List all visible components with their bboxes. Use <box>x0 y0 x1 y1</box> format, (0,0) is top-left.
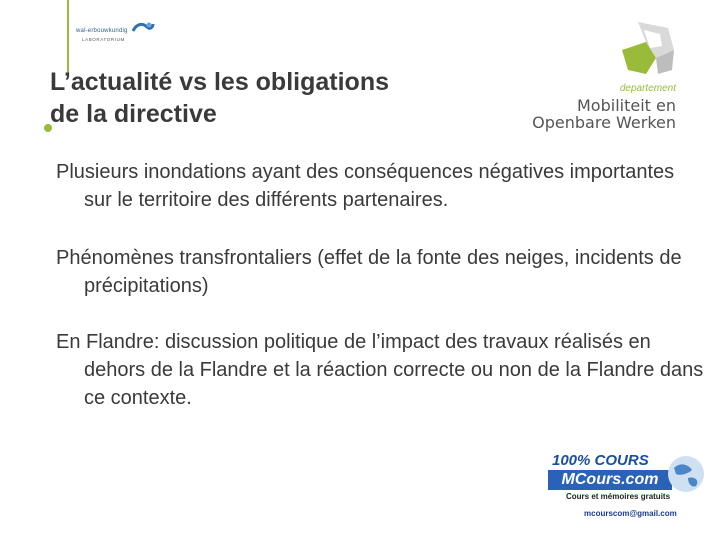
department-emblem-icon <box>616 20 678 76</box>
laboratory-logo <box>76 18 166 48</box>
bullet-item: Plusieurs inondations ayant des conséquences négatives importantes sur le territoire des différents partenaires. <box>56 161 675 211</box>
bullet-item: En Flandre: discussion politique de l’impact des travaux réalisés en dehors de la Flandre et la réaction correcte ou non de la Flandre dans ce contexte. <box>56 331 704 409</box>
department-name-line-1: Mobiliteit en <box>577 96 676 115</box>
title-line-2: de la directive <box>50 100 217 128</box>
watermark-tagline: Cours et mémoires gratuits <box>566 492 671 501</box>
lab-logo-subtext: LABORATORIUM <box>82 37 125 42</box>
mcours-watermark <box>548 450 710 525</box>
title-line-1: L’actualité vs les obligations <box>50 68 389 96</box>
watermark-email: mcourscom@gmail.com <box>584 509 677 518</box>
watermark-headline: 100% COURS <box>552 452 649 469</box>
accent-line <box>67 0 69 75</box>
lab-logo-text: wal-erbouwkundig <box>76 28 128 34</box>
department-logo <box>532 20 688 132</box>
department-name-line-2: Openbare Werken <box>532 113 676 132</box>
department-prefix: departement <box>619 83 676 94</box>
watermark-site: MCours.com <box>548 470 672 490</box>
slide-title <box>50 66 389 130</box>
globe-icon <box>666 454 706 494</box>
bullet-item: Phénomènes transfrontaliers (effet de la fonte des neiges, incidents de précipitations) <box>56 247 682 297</box>
lab-wave-icon <box>131 21 155 35</box>
